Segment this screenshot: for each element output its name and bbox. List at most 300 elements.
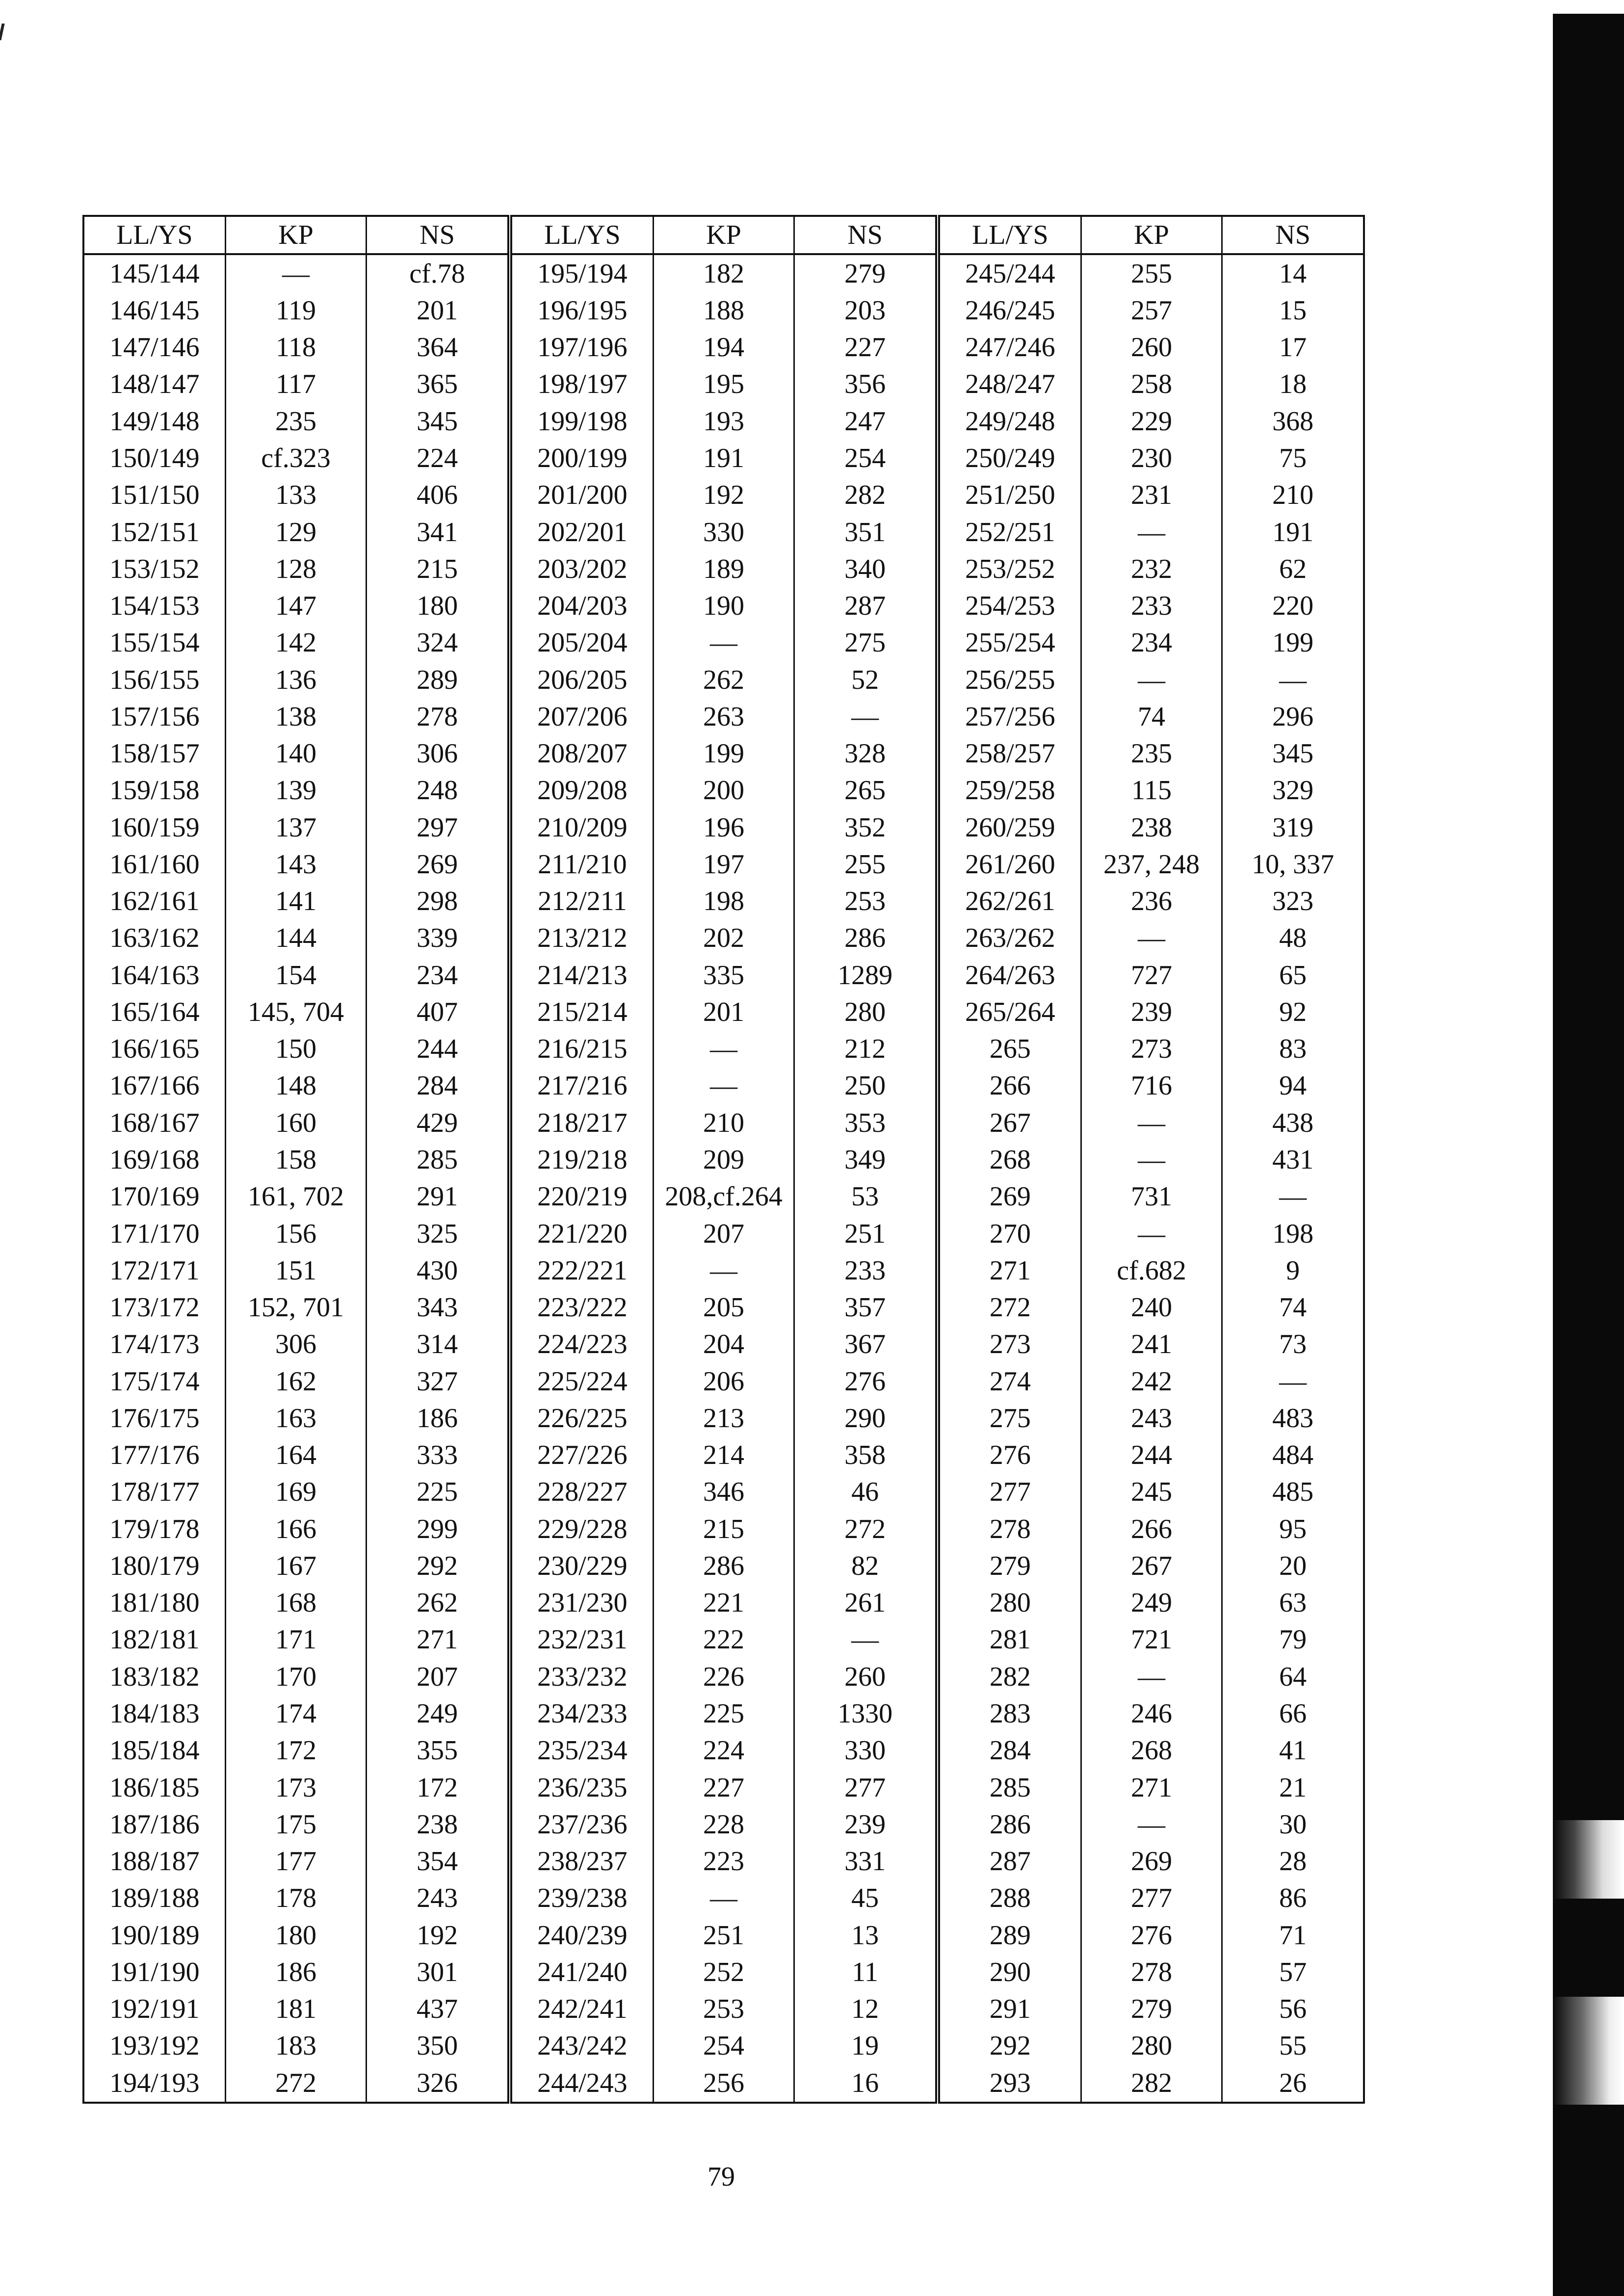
cell-ns: 73 xyxy=(1222,1326,1363,1363)
table-row xyxy=(84,1658,507,1695)
cell-ns: 63 xyxy=(1222,1585,1363,1621)
table-row xyxy=(940,846,1363,883)
cell-ll-ys: 288 xyxy=(940,1880,1081,1917)
cell-ns: 430 xyxy=(367,1252,507,1289)
cell-kp: 129 xyxy=(225,514,366,550)
cell-ns: 198 xyxy=(1222,1215,1363,1252)
cell-ns: 238 xyxy=(367,1806,507,1843)
header-row xyxy=(940,217,1363,254)
cell-kp: 117 xyxy=(225,366,366,403)
cell-kp: 227 xyxy=(653,1769,794,1806)
table-row xyxy=(512,1880,935,1917)
cell-ll-ys: 214/213 xyxy=(512,957,653,993)
cell-kp: 168 xyxy=(225,1585,366,1621)
cell-ll-ys: 227/226 xyxy=(512,1437,653,1474)
table-row xyxy=(84,957,507,993)
cell-ns: 180 xyxy=(367,587,507,624)
cell-ll-ys: 234/233 xyxy=(512,1695,653,1732)
cell-kp: 213 xyxy=(653,1400,794,1436)
cell-ns: 272 xyxy=(794,1511,935,1547)
table-row xyxy=(940,1400,1363,1436)
cell-ns: 324 xyxy=(367,625,507,661)
cell-ll-ys: 175/174 xyxy=(84,1363,225,1400)
cell-ll-ys: 210/209 xyxy=(512,809,653,846)
table-row xyxy=(512,440,935,476)
cell-ll-ys: 194/193 xyxy=(84,2064,225,2102)
cell-ns: 431 xyxy=(1222,1141,1363,1178)
cell-ns: 10, 337 xyxy=(1222,846,1363,883)
cell-kp: 346 xyxy=(653,1474,794,1511)
cell-ll-ys: 207/206 xyxy=(512,698,653,735)
cell-ns: 249 xyxy=(367,1695,507,1732)
cell-ll-ys: 199/198 xyxy=(512,403,653,440)
cell-ns: 74 xyxy=(1222,1289,1363,1326)
cell-kp: 235 xyxy=(225,403,366,440)
cell-kp: 192 xyxy=(653,477,794,514)
cell-ns: 224 xyxy=(367,440,507,476)
cell-ns: 290 xyxy=(794,1400,935,1436)
cell-kp: 271 xyxy=(1081,1769,1222,1806)
cell-ns: 261 xyxy=(794,1585,935,1621)
cell-ns: 299 xyxy=(367,1511,507,1547)
cell-kp: 237, 248 xyxy=(1081,846,1222,883)
table-row xyxy=(940,735,1363,772)
cell-ll-ys: 258/257 xyxy=(940,735,1081,772)
cell-kp: 143 xyxy=(225,846,366,883)
cell-kp: cf.323 xyxy=(225,440,366,476)
cell-kp: — xyxy=(1081,514,1222,550)
cell-kp: 119 xyxy=(225,292,366,329)
cell-ll-ys: 283 xyxy=(940,1695,1081,1732)
concordance-table xyxy=(512,217,935,2102)
table-row xyxy=(512,2028,935,2064)
cell-ns: 243 xyxy=(367,1880,507,1917)
table-row xyxy=(512,2064,935,2102)
cell-ns: 353 xyxy=(794,1104,935,1141)
cell-kp: 182 xyxy=(653,254,794,292)
cell-ll-ys: 257/256 xyxy=(940,698,1081,735)
cell-ns: — xyxy=(1222,661,1363,698)
cell-kp: 154 xyxy=(225,957,366,993)
table-row xyxy=(512,661,935,698)
cell-ns: 333 xyxy=(367,1437,507,1474)
cell-ll-ys: 290 xyxy=(940,1954,1081,1990)
cell-kp: 128 xyxy=(225,550,366,587)
cell-ll-ys: 271 xyxy=(940,1252,1081,1289)
cell-kp: 137 xyxy=(225,809,366,846)
cell-ll-ys: 239/238 xyxy=(512,1880,653,1917)
cell-ns: 12 xyxy=(794,1991,935,2028)
table-row xyxy=(84,1954,507,1990)
cell-ll-ys: 211/210 xyxy=(512,846,653,883)
cell-ns: 30 xyxy=(1222,1806,1363,1843)
cell-ns: 253 xyxy=(794,883,935,920)
cell-ll-ys: 281 xyxy=(940,1621,1081,1658)
cell-ll-ys: 197/196 xyxy=(512,329,653,366)
cell-kp: 190 xyxy=(653,587,794,624)
table-row xyxy=(512,366,935,403)
cell-ns: 210 xyxy=(1222,477,1363,514)
table-row xyxy=(940,1511,1363,1547)
cell-ll-ys: 231/230 xyxy=(512,1585,653,1621)
cell-ns: 86 xyxy=(1222,1880,1363,1917)
cell-ll-ys: 262/261 xyxy=(940,883,1081,920)
cell-ns: 339 xyxy=(367,920,507,957)
cell-ll-ys: 190/189 xyxy=(84,1917,225,1954)
table-row xyxy=(84,1215,507,1252)
column-header-ns: NS xyxy=(1222,217,1363,254)
table-row xyxy=(512,1991,935,2028)
table-row xyxy=(512,550,935,587)
cell-kp: — xyxy=(1081,920,1222,957)
cell-kp: 147 xyxy=(225,587,366,624)
cell-ns: 282 xyxy=(794,477,935,514)
cell-kp: 258 xyxy=(1081,366,1222,403)
cell-kp: 148 xyxy=(225,1068,366,1104)
table-row xyxy=(512,403,935,440)
cell-ll-ys: 247/246 xyxy=(940,329,1081,366)
cell-ll-ys: 204/203 xyxy=(512,587,653,624)
cell-kp: 276 xyxy=(1081,1917,1222,1954)
cell-kp: 191 xyxy=(653,440,794,476)
cell-kp: 180 xyxy=(225,1917,366,1954)
cell-ll-ys: 292 xyxy=(940,2028,1081,2064)
table-row xyxy=(84,1363,507,1400)
cell-ns: 275 xyxy=(794,625,935,661)
cell-ll-ys: 287 xyxy=(940,1843,1081,1879)
table-row xyxy=(512,1178,935,1215)
table-row xyxy=(84,550,507,587)
table-row xyxy=(84,514,507,550)
table-row xyxy=(512,920,935,957)
cell-ns: 254 xyxy=(794,440,935,476)
cell-kp: 140 xyxy=(225,735,366,772)
cell-ll-ys: 176/175 xyxy=(84,1400,225,1436)
cell-ll-ys: 203/202 xyxy=(512,550,653,587)
cell-ll-ys: 266 xyxy=(940,1068,1081,1104)
cell-ns: 327 xyxy=(367,1363,507,1400)
cell-kp: — xyxy=(653,1031,794,1068)
cell-kp: 330 xyxy=(653,514,794,550)
cell-kp: 199 xyxy=(653,735,794,772)
cell-kp: 236 xyxy=(1081,883,1222,920)
cell-ll-ys: 200/199 xyxy=(512,440,653,476)
cell-kp: cf.682 xyxy=(1081,1252,1222,1289)
cell-ns: 11 xyxy=(794,1954,935,1990)
table-row xyxy=(84,1141,507,1178)
cell-ns: 18 xyxy=(1222,366,1363,403)
cell-ns: 485 xyxy=(1222,1474,1363,1511)
table-row xyxy=(940,514,1363,550)
table-row xyxy=(512,1621,935,1658)
cell-kp: 181 xyxy=(225,1991,366,2028)
cell-ns: 255 xyxy=(794,846,935,883)
cell-ns: 350 xyxy=(367,2028,507,2064)
cell-kp: 145, 704 xyxy=(225,993,366,1030)
cell-kp: — xyxy=(1081,1658,1222,1695)
cell-ll-ys: 209/208 xyxy=(512,772,653,809)
cell-kp: — xyxy=(653,1252,794,1289)
cell-ll-ys: 273 xyxy=(940,1326,1081,1363)
table-row xyxy=(84,1511,507,1547)
cell-ll-ys: 212/211 xyxy=(512,883,653,920)
cell-ns: 406 xyxy=(367,477,507,514)
cell-kp: 254 xyxy=(653,2028,794,2064)
cell-kp: 243 xyxy=(1081,1400,1222,1436)
cell-ns: 325 xyxy=(367,1215,507,1252)
cell-kp: 204 xyxy=(653,1326,794,1363)
cell-kp: 197 xyxy=(653,846,794,883)
cell-ns: 484 xyxy=(1222,1437,1363,1474)
cell-ns: 291 xyxy=(367,1178,507,1215)
table-row xyxy=(512,883,935,920)
cell-ll-ys: 238/237 xyxy=(512,1843,653,1879)
cell-ll-ys: 265 xyxy=(940,1031,1081,1068)
cell-ns: 186 xyxy=(367,1400,507,1436)
table-row xyxy=(512,1363,935,1400)
cell-ns: 75 xyxy=(1222,440,1363,476)
cell-ll-ys: 272 xyxy=(940,1289,1081,1326)
table-row xyxy=(84,329,507,366)
cell-kp: 222 xyxy=(653,1621,794,1658)
table-row xyxy=(84,292,507,329)
cell-ll-ys: 192/191 xyxy=(84,1991,225,2028)
cell-kp: 262 xyxy=(653,661,794,698)
cell-ll-ys: 188/187 xyxy=(84,1843,225,1879)
cell-ns: 278 xyxy=(367,698,507,735)
cell-kp: 256 xyxy=(653,2064,794,2102)
table-row xyxy=(84,366,507,403)
table-row xyxy=(84,1326,507,1363)
cell-ll-ys: 213/212 xyxy=(512,920,653,957)
cell-ns: — xyxy=(794,1621,935,1658)
cell-ll-ys: 191/190 xyxy=(84,1954,225,1990)
cell-ll-ys: 145/144 xyxy=(84,254,225,292)
cell-ns: 260 xyxy=(794,1658,935,1695)
cell-kp: 228 xyxy=(653,1806,794,1843)
cell-kp: — xyxy=(653,625,794,661)
cell-ll-ys: 237/236 xyxy=(512,1806,653,1843)
cell-kp: 166 xyxy=(225,1511,366,1547)
cell-ns: 191 xyxy=(1222,514,1363,550)
cell-kp: 249 xyxy=(1081,1585,1222,1621)
table-row xyxy=(84,993,507,1030)
cell-ll-ys: 282 xyxy=(940,1658,1081,1695)
cell-ns: 233 xyxy=(794,1252,935,1289)
cell-kp: 172 xyxy=(225,1732,366,1769)
cell-kp: 223 xyxy=(653,1843,794,1879)
cell-kp: 233 xyxy=(1081,587,1222,624)
cell-kp: 139 xyxy=(225,772,366,809)
cell-ns: 172 xyxy=(367,1769,507,1806)
cell-ns: 292 xyxy=(367,1547,507,1584)
cell-ll-ys: 147/146 xyxy=(84,329,225,366)
cell-kp: 193 xyxy=(653,403,794,440)
table-row xyxy=(84,1880,507,1917)
cell-ll-ys: 254/253 xyxy=(940,587,1081,624)
cell-ll-ys: 159/158 xyxy=(84,772,225,809)
cell-ns: 28 xyxy=(1222,1843,1363,1879)
cell-ll-ys: 280 xyxy=(940,1585,1081,1621)
table-row xyxy=(84,1585,507,1621)
cell-ns: 17 xyxy=(1222,329,1363,366)
cell-ns: 269 xyxy=(367,846,507,883)
table-row xyxy=(512,993,935,1030)
scan-corner-mark xyxy=(0,24,5,40)
cell-ns: 277 xyxy=(794,1769,935,1806)
cell-kp: 226 xyxy=(653,1658,794,1695)
cell-ll-ys: 232/231 xyxy=(512,1621,653,1658)
table-row xyxy=(940,1141,1363,1178)
cell-ns: 367 xyxy=(794,1326,935,1363)
cell-kp: 144 xyxy=(225,920,366,957)
cell-ns: 297 xyxy=(367,809,507,846)
cell-ns: 345 xyxy=(367,403,507,440)
cell-ns: 21 xyxy=(1222,1769,1363,1806)
header-row xyxy=(84,217,507,254)
table-row xyxy=(940,1547,1363,1584)
cell-kp: 177 xyxy=(225,1843,366,1879)
cell-kp: 206 xyxy=(653,1363,794,1400)
table-row xyxy=(512,1400,935,1436)
cell-ll-ys: 276 xyxy=(940,1437,1081,1474)
cell-ll-ys: 248/247 xyxy=(940,366,1081,403)
cell-kp: 188 xyxy=(653,292,794,329)
cell-ns: 56 xyxy=(1222,1991,1363,2028)
cell-ll-ys: 224/223 xyxy=(512,1326,653,1363)
cell-kp: — xyxy=(1081,1215,1222,1252)
table-row xyxy=(84,587,507,624)
cell-ll-ys: 166/165 xyxy=(84,1031,225,1068)
cell-ll-ys: 152/151 xyxy=(84,514,225,550)
cell-ns: 365 xyxy=(367,366,507,403)
cell-ns: 330 xyxy=(794,1732,935,1769)
cell-ns: 66 xyxy=(1222,1695,1363,1732)
cell-kp: 240 xyxy=(1081,1289,1222,1326)
table-row xyxy=(512,1068,935,1104)
cell-ns: 279 xyxy=(794,254,935,292)
cell-ns: 53 xyxy=(794,1178,935,1215)
table-row xyxy=(84,403,507,440)
cell-ns: 227 xyxy=(794,329,935,366)
table-row xyxy=(84,1437,507,1474)
table-row xyxy=(84,2064,507,2102)
cell-kp: 239 xyxy=(1081,993,1222,1030)
table-row xyxy=(940,550,1363,587)
cell-kp: 133 xyxy=(225,477,366,514)
cell-ns: 429 xyxy=(367,1104,507,1141)
column-header-ns: NS xyxy=(367,217,507,254)
table-row xyxy=(512,514,935,550)
cell-ll-ys: 235/234 xyxy=(512,1732,653,1769)
cell-ns: 343 xyxy=(367,1289,507,1326)
cell-kp: 163 xyxy=(225,1400,366,1436)
cell-ns: 326 xyxy=(367,2064,507,2102)
cell-ns: 15 xyxy=(1222,292,1363,329)
cell-kp: 169 xyxy=(225,1474,366,1511)
cell-ll-ys: 233/232 xyxy=(512,1658,653,1695)
cell-ll-ys: 216/215 xyxy=(512,1031,653,1068)
cell-kp: 244 xyxy=(1081,1437,1222,1474)
concordance-table-block-3 xyxy=(938,215,1365,2104)
cell-kp: 195 xyxy=(653,366,794,403)
cell-ns: 356 xyxy=(794,366,935,403)
cell-ll-ys: 151/150 xyxy=(84,477,225,514)
cell-ll-ys: 208/207 xyxy=(512,735,653,772)
concordance-table-block-2 xyxy=(510,215,937,2104)
table-row xyxy=(940,1104,1363,1141)
cell-kp: 238 xyxy=(1081,809,1222,846)
table-row xyxy=(940,1068,1363,1104)
table-row xyxy=(84,1769,507,1806)
cell-ns: 286 xyxy=(794,920,935,957)
table-row xyxy=(512,1585,935,1621)
cell-kp: 221 xyxy=(653,1585,794,1621)
cell-ns: 52 xyxy=(794,661,935,698)
cell-kp: 215 xyxy=(653,1511,794,1547)
cell-kp: 235 xyxy=(1081,735,1222,772)
cell-ll-ys: 185/184 xyxy=(84,1732,225,1769)
cell-ns: 323 xyxy=(1222,883,1363,920)
cell-ns: 287 xyxy=(794,587,935,624)
cell-ll-ys: 150/149 xyxy=(84,440,225,476)
cell-ll-ys: 220/219 xyxy=(512,1178,653,1215)
cell-ll-ys: 253/252 xyxy=(940,550,1081,587)
cell-kp: 268 xyxy=(1081,1732,1222,1769)
table-row xyxy=(84,1252,507,1289)
cell-kp: 335 xyxy=(653,957,794,993)
cell-ns: 364 xyxy=(367,329,507,366)
table-row xyxy=(512,1658,935,1695)
table-row xyxy=(940,1215,1363,1252)
cell-ns: 483 xyxy=(1222,1400,1363,1436)
cell-ns: 239 xyxy=(794,1806,935,1843)
table-row xyxy=(84,846,507,883)
cell-kp: 186 xyxy=(225,1954,366,1990)
cell-kp: 731 xyxy=(1081,1178,1222,1215)
cell-kp: 721 xyxy=(1081,1621,1222,1658)
cell-ll-ys: 202/201 xyxy=(512,514,653,550)
cell-kp: — xyxy=(653,1068,794,1104)
table-row xyxy=(84,1991,507,2028)
cell-ns: 83 xyxy=(1222,1031,1363,1068)
cell-kp: 160 xyxy=(225,1104,366,1141)
table-row xyxy=(512,329,935,366)
table-row xyxy=(84,1917,507,1954)
cell-kp: 175 xyxy=(225,1806,366,1843)
cell-kp: 161, 702 xyxy=(225,1178,366,1215)
cell-ns: 64 xyxy=(1222,1658,1363,1695)
cell-ns: 9 xyxy=(1222,1252,1363,1289)
table-row xyxy=(940,1363,1363,1400)
cell-kp: 208,cf.264 xyxy=(653,1178,794,1215)
table-row xyxy=(84,1806,507,1843)
cell-ll-ys: 184/183 xyxy=(84,1695,225,1732)
table-row xyxy=(512,1547,935,1584)
table-row xyxy=(512,1252,935,1289)
cell-kp: 727 xyxy=(1081,957,1222,993)
cell-ll-ys: 193/192 xyxy=(84,2028,225,2064)
table-row xyxy=(84,698,507,735)
concordance-table xyxy=(940,217,1363,2102)
table-row xyxy=(940,1732,1363,1769)
cell-ll-ys: 251/250 xyxy=(940,477,1081,514)
cell-ll-ys: 183/182 xyxy=(84,1658,225,1695)
cell-ns: 244 xyxy=(367,1031,507,1068)
cell-ll-ys: 275 xyxy=(940,1400,1081,1436)
cell-ll-ys: 240/239 xyxy=(512,1917,653,1954)
cell-kp: 225 xyxy=(653,1695,794,1732)
